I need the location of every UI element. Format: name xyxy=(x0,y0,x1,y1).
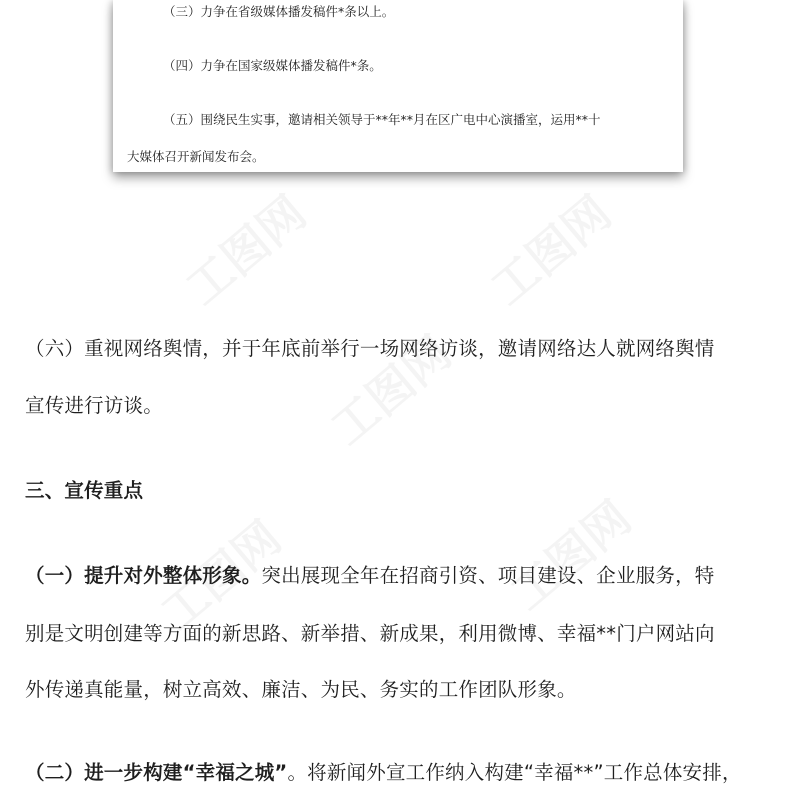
document-preview-card xyxy=(113,0,683,172)
card-item-5: （五）围绕民生实事，邀请相关领导于**年**月在区广电中心演播室，运用**十 xyxy=(163,112,601,127)
watermark xyxy=(170,178,318,317)
card-item-5-cont: 大媒体召开新闻发布会。 xyxy=(127,149,265,164)
watermark xyxy=(475,178,623,317)
card-item-3: （三）力争在省级媒体播发稿件*条以上。 xyxy=(163,4,395,19)
point-1-heading: （一）提升对外整体形象。 xyxy=(25,564,262,587)
point-1-line-3: 外传递真能量，树立高效、廉洁、为民、务实的工作团队形象。 xyxy=(25,678,577,701)
paragraph-6-line-2: 宣传进行访谈。 xyxy=(25,394,163,417)
point-1-text: 突出展现全年在招商引资、项目建设、企业服务，特 xyxy=(261,564,715,587)
point-2-line-1 xyxy=(25,757,742,785)
paragraph-6-line-1: （六）重视网络舆情，并于年底前举行一场网络访谈，邀请网络达人就网络舆情 xyxy=(25,337,715,360)
section-title: 三、宣传重点 xyxy=(25,479,144,502)
point-1-line-2: 别是文明创建等方面的新思路、新举措、新成果，利用微博、幸福**门户网站向 xyxy=(25,622,715,645)
card-item-4: （四）力争在国家级媒体播发稿件*条。 xyxy=(163,58,382,73)
point-1-line-1 xyxy=(25,560,715,588)
watermark xyxy=(495,483,643,622)
point-2-heading: （二）进一步构建“幸福之城” xyxy=(25,761,288,784)
point-2-text: 。将新闻外宣工作纳入构建“幸福**”工作总体安排， xyxy=(287,761,742,784)
